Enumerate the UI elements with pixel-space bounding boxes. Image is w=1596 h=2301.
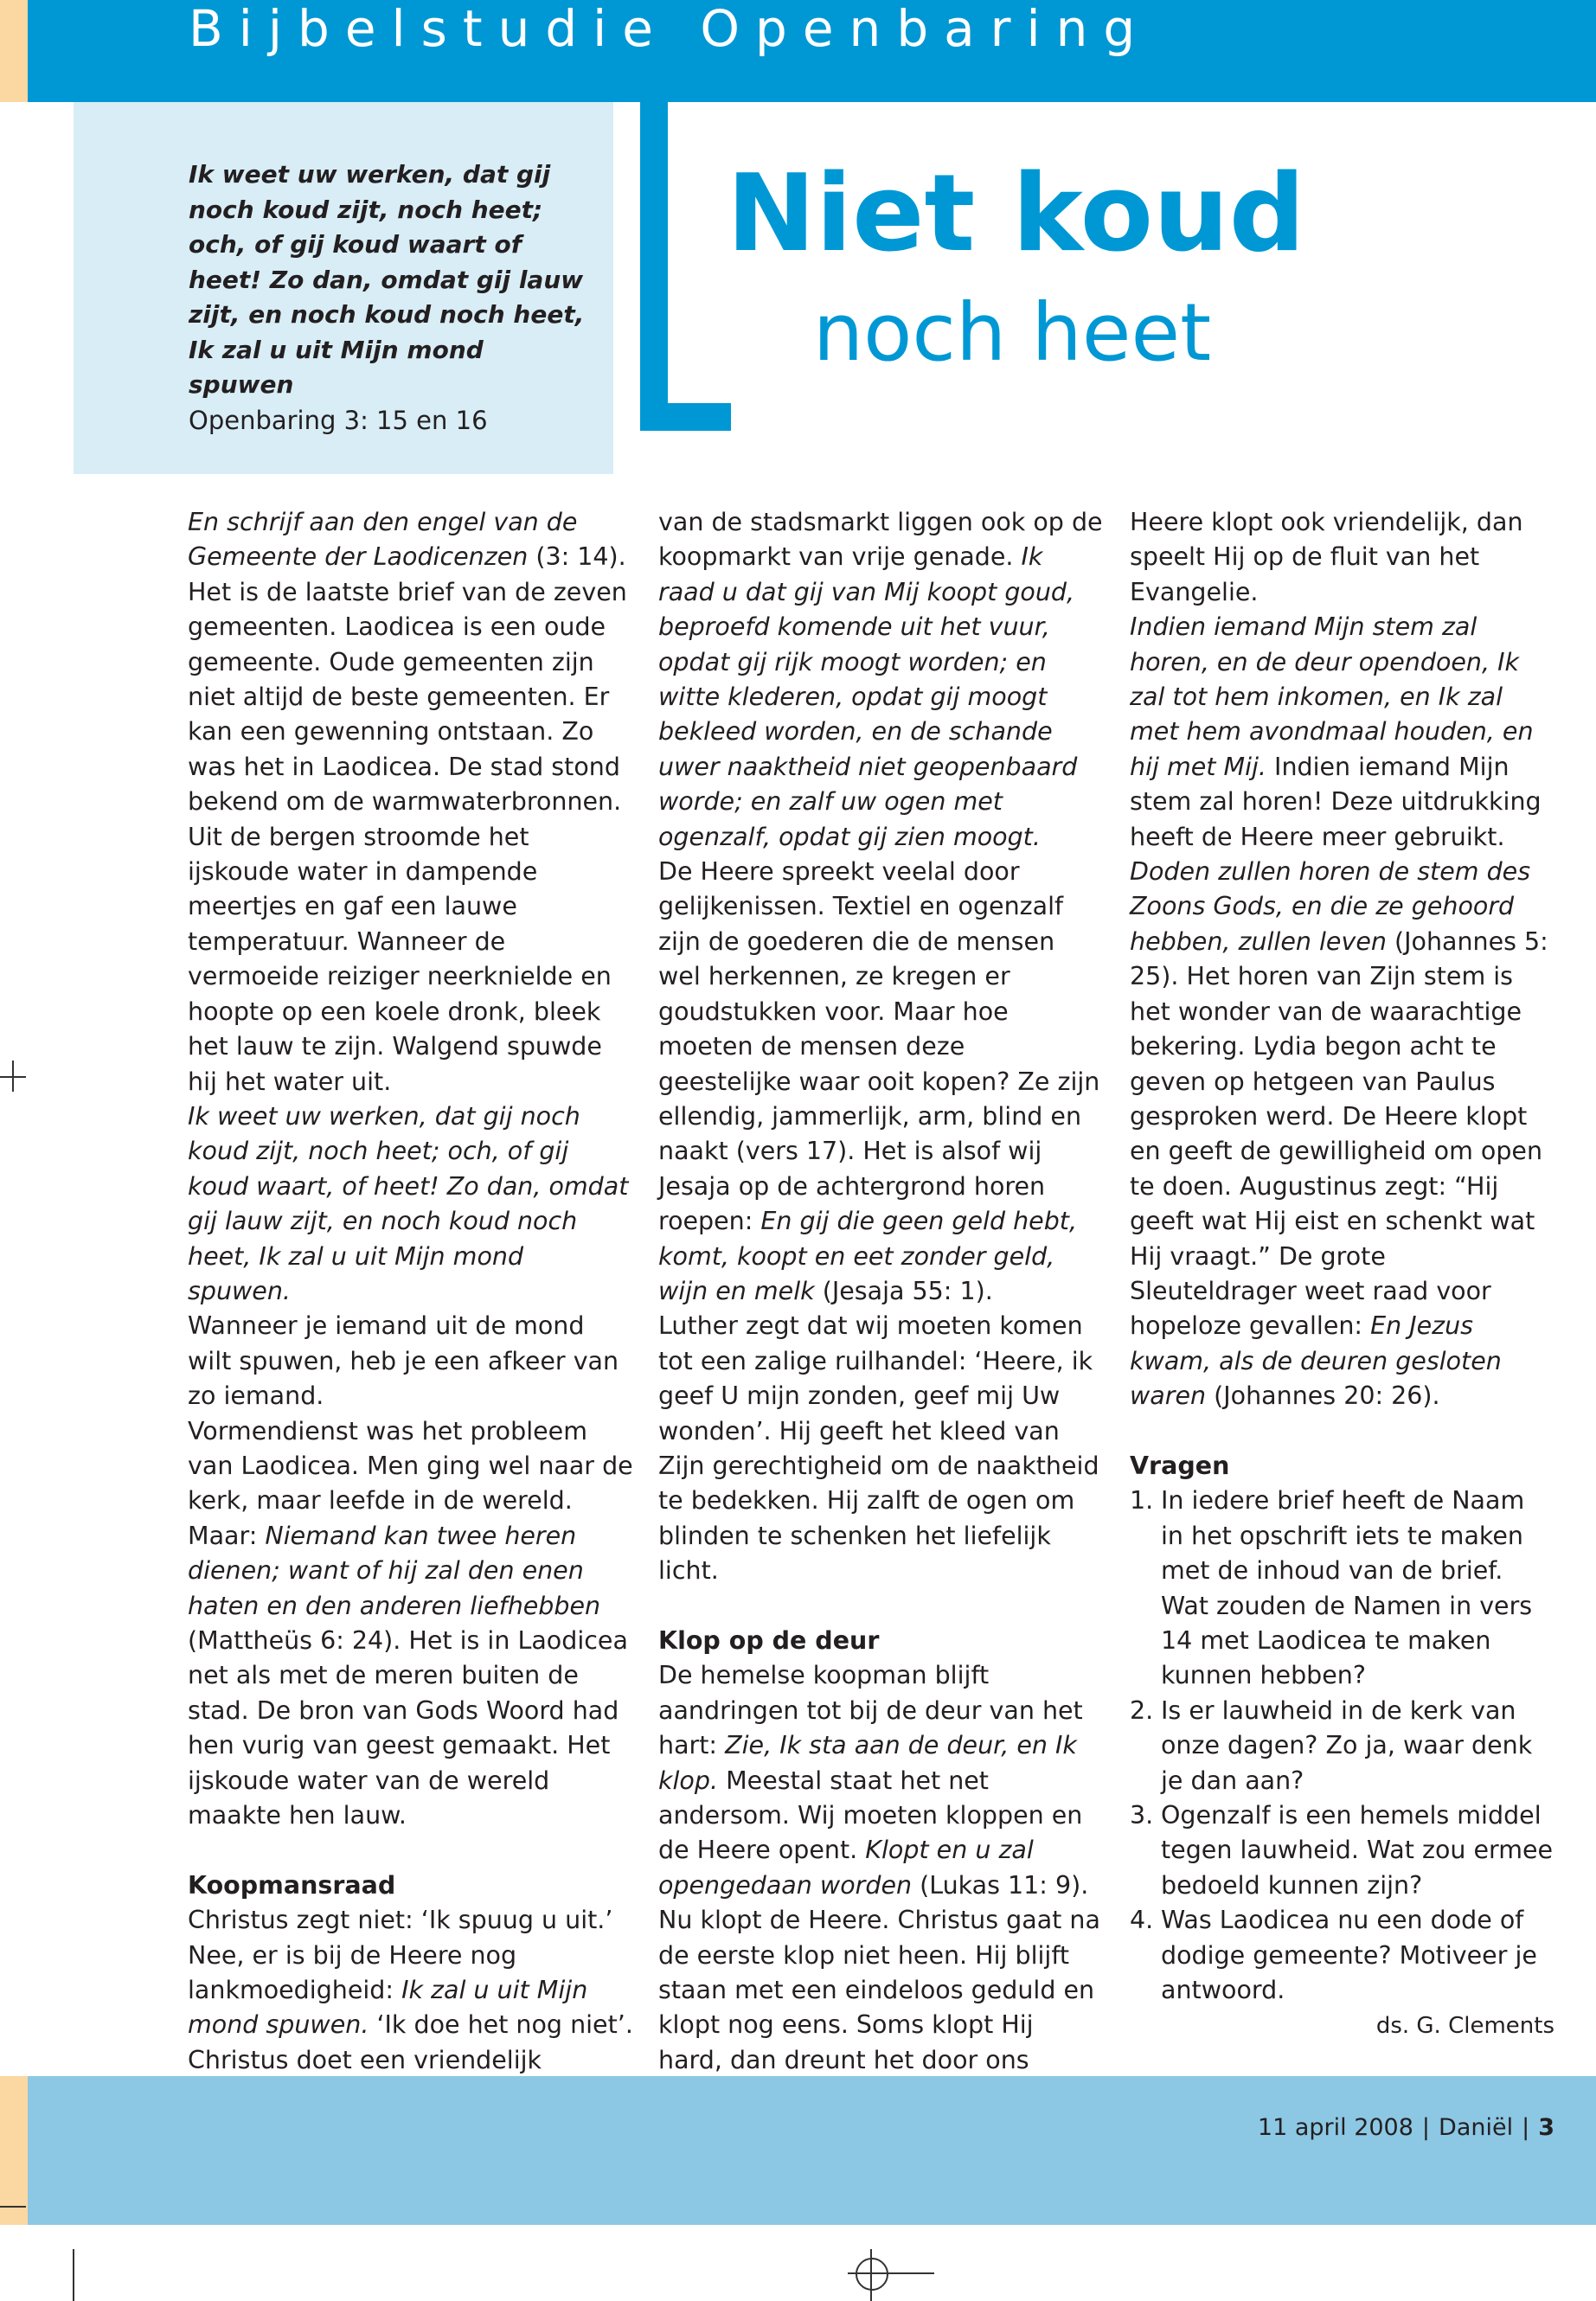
header-accent-strip	[0, 0, 28, 102]
list-item: 4. Was Laodicea nu een dode of dodige gemeente? Motiveer je antwoord.	[1130, 1906, 1537, 2005]
author-byline: ds. G. Clements	[1375, 2013, 1554, 2039]
page-number: 3	[1538, 2114, 1554, 2141]
footer-date: 11 april 2008	[1257, 2114, 1413, 2141]
footer-publication: Daniël	[1439, 2114, 1514, 2141]
footer-separator: |	[1421, 2114, 1431, 2141]
questions-list	[1130, 1484, 1554, 2008]
paragraph: van de stadsmarkt liggen ook op de koopmarkt van vrije genade. Ik raad u dat gij van Mij koopt goud, beproefd komende uit het vuur, opdat gij rijk moogt worden; en witte klederen, opdat gij moogt bekleed worden, en de schande uwer naaktheid niet geopenbaard worde; en zalf uw ogen met ogenzalf, opdat gij zien moogt.	[658, 508, 1103, 851]
paragraph: Luther zegt dat wij moeten komen tot een zalige ruilhandel: ‘Heere, ik geef U mijn zonden, geef mij Uw wonden’. Hij geeft het kleed van Zijn gerechtigheid om de naaktheid te bedekken. Hij zalft de ogen om blinden te schenken het liefelijk licht.	[658, 1311, 1099, 1586]
section-heading-klop-op-de-deur: Klop op de deur	[658, 1625, 880, 1655]
paragraph: Vormendienst was het probleem van Laodicea. Men ging wel naar de kerk, maar leefde in de wereld. Maar: Niemand kan twee heren dienen; want of hij zal den enen haten en den anderen liefhebben (Mattheüs 6: 24). Het is in Laodicea net als met de meren buiten de stad. De bron van Gods Woord had hen vurig van geest gemaakt. Het ijskoude water van de wereld maakte hen lauw.	[188, 1416, 633, 1830]
footer-separator: |	[1522, 2114, 1530, 2141]
title-bracket-horizontal	[640, 403, 731, 431]
paragraph: Ik weet uw werken, dat gij noch koud zijt, noch heet; och, of gij koud waart, of heet! Zo dan, omdat gij lauw zijt, en noch koud noch heet, Ik zal u uit Mijn mond spuwen.	[188, 1101, 629, 1305]
list-item: 2. Is er lauwheid in de kerk van onze dagen? Zo ja, waar denk je dan aan?	[1130, 1695, 1533, 1795]
crop-mark	[73, 2249, 74, 2301]
paragraph: Indien iemand Mijn stem zal horen, en de deur opendoen, Ik zal tot hem inkomen, en Ik zal met hem avondmaal houden, en hij met Mij. Indien iemand Mijn stem zal horen! Deze uitdrukking heeft de Heere meer gebruikt. Doden zullen horen de stem des Zoons Gods, en die ze gehoord hebben, zullen leven (Johannes 5: 25). Het horen van Zijn stem is het wonder van de waarachtige bekering. Lydia begon acht te geven op hetgeen van Paulus gesproken werd. De Heere klopt en geeft de gewilligheid om open te doen. Augustinus zegt: “Hij geeft wat Hij eist en schenkt wat Hij vraagt.” De grote Sleuteldrager weet raad voor hopeloze gevallen: En Jezus kwam, als de deuren gesloten waren (Johannes 20: 26).	[1130, 612, 1548, 1411]
paragraph: En schrijf aan den engel van de Gemeente der Laodicenzen (3: 14). Het is de laatste brief van de zeven gemeenten. Laodicea is een oude gemeente. Oude gemeenten zijn niet altijd de beste gemeenten. Er kan een gewenning ontstaan. Zo was het in Laodicea. De stad stond bekend om de warmwaterbronnen. Uit de bergen stroomde het ijskoude water in dampende meertjes en gaf een lauwe temperatuur. Wanneer de vermoeide reiziger neerknielde en hoopte op een koele dronk, bleek het lauw te zijn. Walgend spuwde hij het water uit.	[188, 508, 627, 1096]
text-column-2	[658, 505, 1104, 2113]
text-column-1	[188, 505, 633, 2148]
footer-accent-strip	[0, 2076, 28, 2225]
list-item: 1. In iedere brief heeft de Naam in het opschrift iets te maken met de inhoud van de brief. Wat zouden de Namen in vers 14 met Laodicea te maken kunnen hebben?	[1130, 1486, 1533, 1690]
header-title: Bijbelstudie Openbaring	[189, 0, 1151, 58]
crop-mark	[0, 2206, 26, 2208]
footer-folio	[1258, 2111, 1554, 2145]
scripture-quote: Ik weet uw werken, dat gij noch koud zijt, noch heet; och, of gij koud waart of heet! Zo dan, omdat gij lauw zijt, en noch koud noch heet, Ik zal u uit Mijn mond spuwen	[189, 160, 585, 399]
scripture-reference: Openbaring 3: 15 en 16	[189, 406, 488, 435]
list-item: 3. Ogenzalf is een hemels middel tegen lauwheid. Wat zou ermee bedoeld kunnen zijn?	[1130, 1801, 1554, 1900]
article-subtitle: noch heet	[812, 286, 1212, 379]
registration-mark	[856, 2258, 888, 2291]
paragraph: De Heere spreekt veelal door gelijkenissen. Textiel en ogenzalf zijn de goederen die de mensen wel herkennen, ze kregen er goudstukken voor. Maar hoe moeten de mensen deze geestelijke waar ooit kopen? Ze zijn ellendig, jammerlijk, arm, blind en naakt (vers 17). Het is alsof wij Jesaja op de achtergrond horen roepen: En gij die geen geld hebt, komt, koopt en eet zonder geld, wijn en melk (Jesaja 55: 1).	[658, 857, 1100, 1305]
section-heading-vragen: Vragen	[1130, 1451, 1230, 1480]
paragraph: Christus zegt niet: ‘Ik spuug u uit.’ Nee, er is bij de Heere nog lankmoedigheid: Ik zal u uit Mijn mond spuwen. ‘Ik doe het nog niet’. Christus doet een vriendelijk	[188, 1906, 633, 2074]
footer-bar	[28, 2076, 1596, 2225]
text-column-3	[1130, 505, 1554, 2008]
crop-mark	[12, 1061, 14, 1092]
article-title: Niet koud	[727, 152, 1305, 276]
paragraph: De hemelse koopman blijft aandringen tot bij de deur van het hart: Zie, Ik sta aan de deur, en Ik klop. Meestal staat het net andersom. Wij moeten kloppen en de Heere opent. Klopt en u zal opengedaan worden (Lukas 11: 9). Nu klopt de Heere. Christus gaat na de eerste klop niet heen. Hij blijft staan met een eindeloos geduld en klopt nog eens. Soms klopt Hij hard, dan dreunt het door ons	[658, 1661, 1100, 2074]
section-heading-koopmansraad: Koopmansraad	[188, 1870, 396, 1900]
paragraph: Heere klopt ook vriendelijk, dan speelt Hij op de fluit van het Evangelie.	[1130, 508, 1523, 606]
paragraph: Wanneer je iemand uit de mond wilt spuwen, heb je een afkeer van zo iemand.	[188, 1311, 619, 1411]
title-bracket-vertical	[640, 102, 668, 431]
